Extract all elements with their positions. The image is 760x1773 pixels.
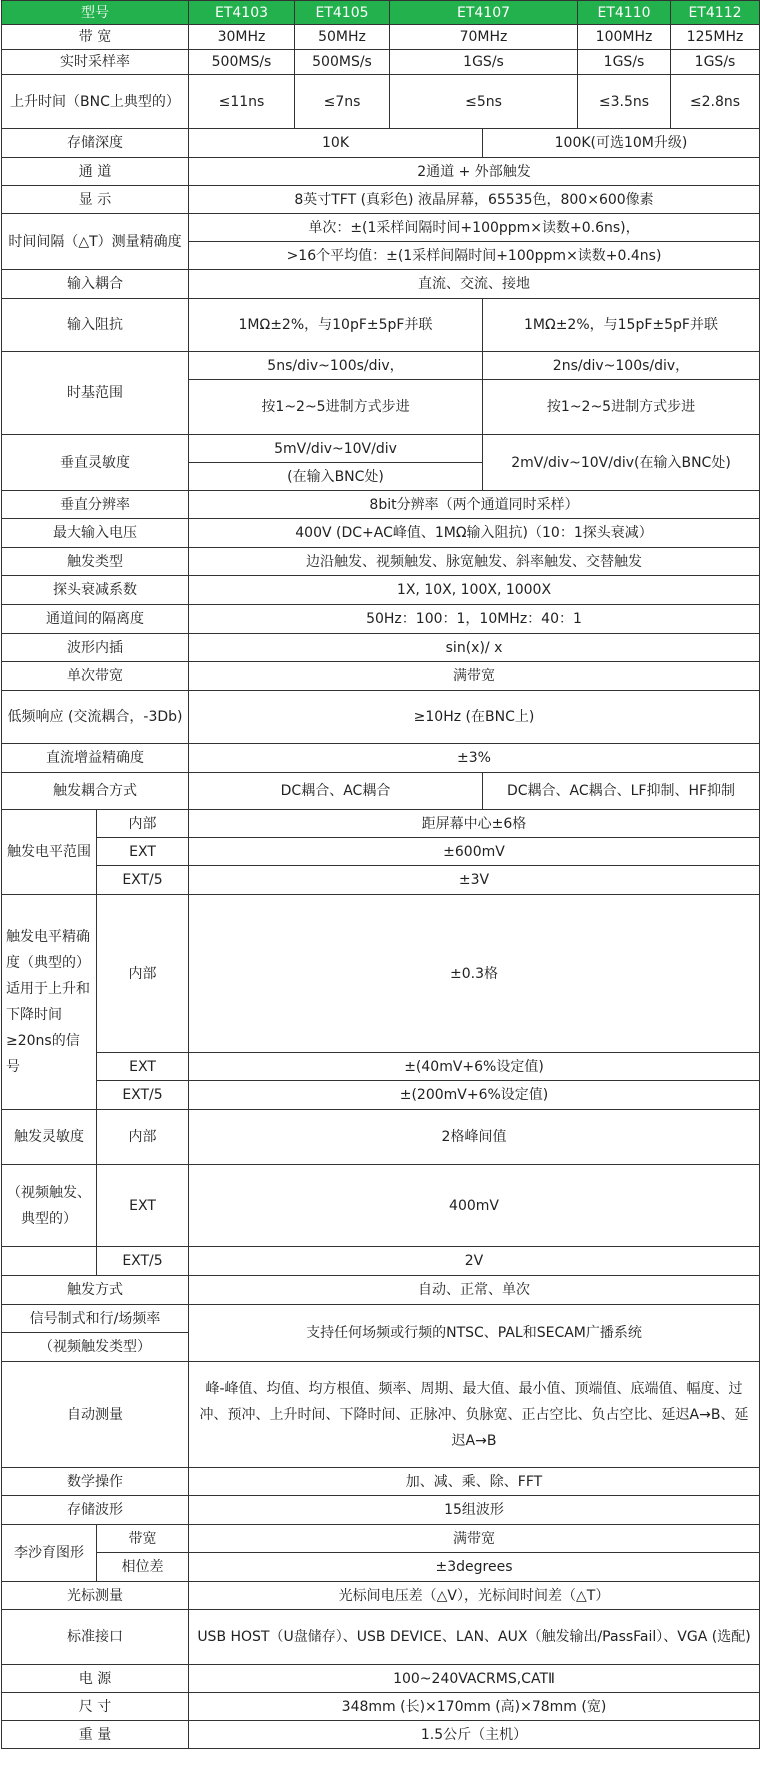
cell-value: 支持任何场频或行频的NTSC、PAL和SECAM广播系统 <box>189 1305 760 1362</box>
row-trig-coupling <box>2 773 760 810</box>
cell-value: 1MΩ±2%，与10pF±5pF并联 <box>189 299 483 352</box>
label-input-impedance: 输入阻抗 <box>2 299 189 352</box>
sub-label: EXT <box>97 838 189 866</box>
sub-label: 相位差 <box>97 1553 189 1582</box>
label-vertical-sens: 垂直灵敏度 <box>2 435 189 491</box>
label-sample-rate: 实时采样率 <box>2 50 189 75</box>
row-auto-measure <box>2 1362 760 1468</box>
row-max-input <box>2 519 760 548</box>
cell-value: 边沿触发、视频触发、脉宽触发、斜率触发、交替触发 <box>189 548 760 576</box>
row-lissajous <box>2 1525 760 1553</box>
cell-value: 1MΩ±2%，与15pF±5pF并联 <box>483 299 760 352</box>
sub-label: 内部 <box>97 1110 189 1165</box>
label-empty <box>2 1247 97 1276</box>
label-low-freq: 低频响应 (交流耦合，-3Db) <box>2 691 189 744</box>
row-trig-level-acc-2 <box>2 1053 760 1081</box>
cell-value: 按1~2~5进制方式步进 <box>483 380 760 435</box>
cell-value: ±3% <box>189 744 760 773</box>
row-interp <box>2 634 760 662</box>
label-trig-level-acc: 触发电平精确度（典型的）适用于上升和下降时间≥20ns的信号 <box>2 895 97 1110</box>
label-interface: 标准接口 <box>2 1610 189 1665</box>
cell-value: 5mV/div~10V/div <box>189 435 483 463</box>
label-power: 电 源 <box>2 1665 189 1693</box>
row-lissajous-2 <box>2 1553 760 1582</box>
cell-value: 峰-峰值、均值、均方根值、频率、周期、最大值、最小值、顶端值、底端值、幅度、过冲、预冲、上升时间、下降时间、正脉冲、负脉宽、正占空比、负占空比、延迟A→B、延迟A→B <box>189 1362 760 1468</box>
model-et4112: ET4112 <box>671 1 760 25</box>
cell-value: 距屏幕中心±6格 <box>189 810 760 838</box>
cell-value: ±3V <box>189 866 760 895</box>
cell-value: 按1~2~5进制方式步进 <box>189 380 483 435</box>
cell-value: 15组波形 <box>189 1496 760 1525</box>
cell-value: 满带宽 <box>189 1525 760 1553</box>
cell-value: 10K <box>189 129 483 158</box>
cell-value: 400V (DC+AC峰值、1MΩ输入阻抗)（10：1探头衰减） <box>189 519 760 548</box>
cell-value: (在输入BNC处) <box>189 463 483 491</box>
cell-value: 加、减、乘、除、FFT <box>189 1468 760 1496</box>
cell-value: >16个平均值：±(1采样间隔时间+100ppm×读数+0.4ns) <box>189 242 760 270</box>
row-trig-level-acc-3 <box>2 1081 760 1110</box>
row-timebase <box>2 352 760 380</box>
label-bandwidth: 带 宽 <box>2 25 189 50</box>
cell-value: 1GS/s <box>390 50 578 75</box>
label-rise-time: 上升时间（BNC上典型的） <box>2 75 189 129</box>
row-vertical-sens <box>2 435 760 463</box>
cell-value: 2V <box>189 1247 760 1276</box>
row-interface <box>2 1610 760 1665</box>
sub-label: EXT/5 <box>97 866 189 895</box>
cell-value: ±0.3格 <box>189 895 760 1053</box>
cell-value: USB HOST（U盘储存）、USB DEVICE、LAN、AUX（触发输出/PassFail）、VGA (选配) <box>189 1610 760 1665</box>
cell-value: 直流、交流、接地 <box>189 270 760 299</box>
row-rise-time <box>2 75 760 129</box>
cell-value: ±(200mV+6%设定值) <box>189 1081 760 1110</box>
cell-value: 100K(可选10M升级) <box>483 129 760 158</box>
row-memory <box>2 129 760 158</box>
cell-value: 100~240VACRMS,CATⅡ <box>189 1665 760 1693</box>
label-single-bw: 单次带宽 <box>2 662 189 691</box>
label-channels: 通 道 <box>2 158 189 186</box>
row-size <box>2 1693 760 1721</box>
row-channels <box>2 158 760 186</box>
cell-value: 8bit分辨率（两个通道同时采样） <box>189 491 760 519</box>
header-row <box>2 1 760 25</box>
label-auto-measure: 自动测量 <box>2 1362 189 1468</box>
row-cursor <box>2 1582 760 1610</box>
cell-value: 500MS/s <box>189 50 295 75</box>
row-isolation <box>2 605 760 634</box>
cell-value: ≤5ns <box>390 75 578 129</box>
cell-value: 自动、正常、单次 <box>189 1276 760 1305</box>
label-math: 数学操作 <box>2 1468 189 1496</box>
model-et4110: ET4110 <box>578 1 671 25</box>
cell-value: 1.5公斤（主机） <box>189 1721 760 1749</box>
label-trig-mode: 触发方式 <box>2 1276 189 1305</box>
sub-label: 内部 <box>97 895 189 1053</box>
row-trig-level-range-2 <box>2 838 760 866</box>
model-et4105: ET4105 <box>295 1 390 25</box>
row-display <box>2 186 760 214</box>
cell-value: 500MS/s <box>295 50 390 75</box>
row-sample-rate <box>2 50 760 75</box>
label-interp: 波形内插 <box>2 634 189 662</box>
row-weight <box>2 1721 760 1749</box>
row-trig-level-range-3 <box>2 866 760 895</box>
model-et4107: ET4107 <box>390 1 578 25</box>
cell-value: 125MHz <box>671 25 760 50</box>
label-trig-sens-note: （视频触发、典型的） <box>2 1165 97 1247</box>
label-trig-coupling: 触发耦合方式 <box>2 773 189 810</box>
cell-value: 2ns/div~100s/div， <box>483 352 760 380</box>
row-low-freq <box>2 691 760 744</box>
cell-value: 1X, 10X, 100X, 1000X <box>189 576 760 605</box>
cell-value: 5ns/div~100s/div， <box>189 352 483 380</box>
cell-value: ±600mV <box>189 838 760 866</box>
label-cursor: 光标测量 <box>2 1582 189 1610</box>
label-display: 显 示 <box>2 186 189 214</box>
label-input-coupling: 输入耦合 <box>2 270 189 299</box>
sub-label: 内部 <box>97 810 189 838</box>
label-max-input: 最大输入电压 <box>2 519 189 548</box>
header-label: 型号 <box>2 1 189 25</box>
label-weight: 重 量 <box>2 1721 189 1749</box>
row-time-interval <box>2 214 760 242</box>
label-trig-level-range: 触发电平范围 <box>2 810 97 895</box>
cell-value: 2mV/div~10V/div(在输入BNC处) <box>483 435 760 491</box>
label-probe: 探头衰减系数 <box>2 576 189 605</box>
row-storage <box>2 1496 760 1525</box>
cell-value: ≤7ns <box>295 75 390 129</box>
cell-value: ≤11ns <box>189 75 295 129</box>
label-signal-std-note: （视频触发类型） <box>2 1333 189 1362</box>
cell-value: 348mm (长)×170mm (高)×78mm (宽) <box>189 1693 760 1721</box>
cell-value: sin(x)/ x <box>189 634 760 662</box>
row-trigger-type <box>2 548 760 576</box>
sub-label: 带宽 <box>97 1525 189 1553</box>
row-trig-sens-3 <box>2 1247 760 1276</box>
label-trigger-type: 触发类型 <box>2 548 189 576</box>
cell-value: 满带宽 <box>189 662 760 691</box>
sub-label: EXT/5 <box>97 1247 189 1276</box>
label-memory: 存储深度 <box>2 129 189 158</box>
model-et4103: ET4103 <box>189 1 295 25</box>
row-math <box>2 1468 760 1496</box>
label-vertical-res: 垂直分辨率 <box>2 491 189 519</box>
row-trig-level-acc <box>2 895 760 1053</box>
cell-value: 1GS/s <box>671 50 760 75</box>
cell-value: 2格峰间值 <box>189 1110 760 1165</box>
cell-value: 50MHz <box>295 25 390 50</box>
cell-value: ±(40mV+6%设定值) <box>189 1053 760 1081</box>
label-storage: 存储波形 <box>2 1496 189 1525</box>
sub-label: EXT <box>97 1053 189 1081</box>
sub-label: EXT <box>97 1165 189 1247</box>
cell-value: ±3degrees <box>189 1553 760 1582</box>
cell-value: DC耦合、AC耦合 <box>189 773 483 810</box>
label-time-interval: 时间间隔（△T）测量精确度 <box>2 214 189 270</box>
cell-value: 1GS/s <box>578 50 671 75</box>
sub-label: EXT/5 <box>97 1081 189 1110</box>
cell-value: 50Hz：100：1，10MHz：40：1 <box>189 605 760 634</box>
cell-value: 70MHz <box>390 25 578 50</box>
cell-value: 单次：±(1采样间隔时间+100ppm×读数+0.6ns)， <box>189 214 760 242</box>
row-input-coupling <box>2 270 760 299</box>
row-trig-mode <box>2 1276 760 1305</box>
cell-value: ≥10Hz (在BNC上) <box>189 691 760 744</box>
row-dc-gain <box>2 744 760 773</box>
row-trig-sens <box>2 1110 760 1165</box>
row-signal-std <box>2 1305 760 1333</box>
label-signal-std: 信号制式和行/场频率 <box>2 1305 189 1333</box>
row-vertical-res <box>2 491 760 519</box>
cell-value: ≤3.5ns <box>578 75 671 129</box>
spec-table <box>1 0 760 1749</box>
row-trig-level-range <box>2 810 760 838</box>
row-input-impedance <box>2 299 760 352</box>
label-size: 尺 寸 <box>2 1693 189 1721</box>
row-bandwidth <box>2 25 760 50</box>
cell-value: 2通道 + 外部触发 <box>189 158 760 186</box>
cell-value: DC耦合、AC耦合、LF抑制、HF抑制 <box>483 773 760 810</box>
cell-value: 30MHz <box>189 25 295 50</box>
label-dc-gain: 直流增益精确度 <box>2 744 189 773</box>
cell-value: 400mV <box>189 1165 760 1247</box>
label-timebase: 时基范围 <box>2 352 189 435</box>
cell-value: 100MHz <box>578 25 671 50</box>
cell-value: 8英寸TFT (真彩色) 液晶屏幕，65535色，800×600像素 <box>189 186 760 214</box>
cell-value: 光标间电压差（△V），光标间时间差（△T） <box>189 1582 760 1610</box>
row-trig-sens-2 <box>2 1165 760 1247</box>
row-power <box>2 1665 760 1693</box>
row-single-bw <box>2 662 760 691</box>
label-lissajous: 李沙育图形 <box>2 1525 97 1582</box>
label-isolation: 通道间的隔离度 <box>2 605 189 634</box>
cell-value: ≤2.8ns <box>671 75 760 129</box>
label-trig-sens: 触发灵敏度 <box>2 1110 97 1165</box>
row-probe <box>2 576 760 605</box>
